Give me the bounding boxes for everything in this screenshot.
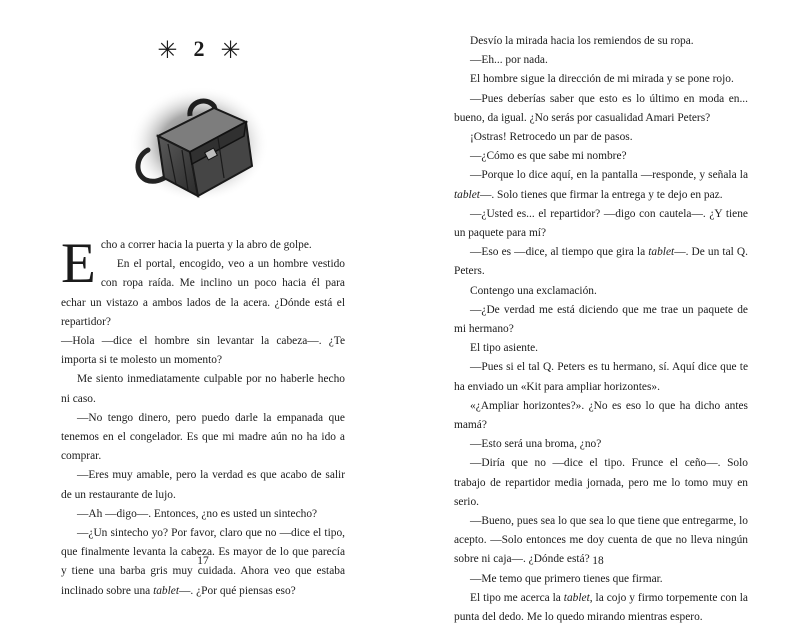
right-page bbox=[400, 0, 800, 624]
paragraph: —Hola —dice el hombre sin levantar la cabeza—. ¿Te importa si te molesto un momento? bbox=[61, 335, 345, 367]
asterisk-left-icon: ✳ bbox=[157, 38, 180, 64]
paragraph: ¡Ostras! Retrocedo un par de pasos. bbox=[470, 131, 633, 144]
paragraph: —Me temo que primero tienes que firmar. bbox=[470, 572, 663, 585]
right-page-text bbox=[454, 32, 748, 627]
paragraph: Echo a correr hacia la puerta y la abro de golpe. bbox=[61, 232, 312, 295]
paragraph: —Eso es —dice, al tiempo que gira la tablet—. De un tal Q. Peters. bbox=[454, 246, 748, 278]
paragraph: —Porque lo dice aquí, en la pantalla —responde, y señala la tablet—. Solo tienes que firmar la entrega y te dejo en paz. bbox=[454, 169, 748, 201]
paragraph: —¿De verdad me está diciendo que me trae un paquete de mi hermano? bbox=[454, 303, 748, 336]
left-page bbox=[0, 0, 400, 597]
paragraph: Me siento inmediatamente culpable por no haberle hecho ni caso. bbox=[61, 373, 345, 405]
chapter-number: 2 bbox=[193, 36, 207, 61]
briefcase-icon bbox=[128, 78, 270, 200]
paragraph: Desvío la mirada hacia los remiendos de su ropa. bbox=[470, 35, 694, 47]
paragraph: —Bueno, pues sea lo que sea lo que tiene que entregarme, lo acepto. —Solo entonces me doy cuenta de que no lleva ningún sobre ni caja—. ¿Dónde está? bbox=[454, 515, 748, 566]
paragraph: El tipo me acerca la tablet, la cojo y firmo torpemente con la punta del dedo. Me lo quedo mirando mientras espero. bbox=[454, 591, 748, 624]
paragraph: —Pues si el tal Q. Peters es tu hermano, sí. Aquí dice que te ha enviado un «Kit para ampliar horizontes». bbox=[454, 361, 748, 393]
paragraph: —Eh... por nada. bbox=[470, 54, 548, 67]
chapter-heading bbox=[140, 36, 260, 65]
paragraph: —Eres muy amable, pero la verdad es que acabo de salir de un restaurante de lujo. bbox=[61, 469, 345, 501]
paragraph: —No tengo dinero, pero puedo darle la empanada que tenemos en el congelador. Es que mi madre aún no ha ido a comprar. bbox=[61, 411, 345, 463]
page-number: 18 bbox=[592, 555, 604, 567]
paragraph: —Esto será una broma, ¿no? bbox=[470, 438, 602, 451]
paragraph: En el portal, encogido, veo a un hombre vestido con ropa raída. Me inclino un poco hacia él para echar un vistazo a ambos lados de la acera. ¿Dónde está el repartidor? bbox=[61, 258, 345, 328]
paragraph: El hombre sigue la dirección de mi mirada y se pone rojo. bbox=[470, 73, 734, 86]
paragraph: Contengo una exclamación. bbox=[470, 284, 597, 297]
paragraph: —Pues deberías saber que esto es lo último en moda en... bueno, da igual. ¿No serás por casualidad Amari Peters? bbox=[454, 92, 748, 124]
left-page-text bbox=[61, 232, 345, 601]
paragraph: —¿Cómo es que sabe mi nombre? bbox=[470, 150, 627, 163]
asterisk-right-icon: ✳ bbox=[220, 38, 243, 64]
paragraph: «¿Ampliar horizontes?». ¿No es eso lo que ha dicho antes mamá? bbox=[454, 399, 748, 432]
drop-cap: E bbox=[61, 232, 96, 295]
paragraph: El tipo asiente. bbox=[470, 342, 539, 355]
paragraph: —¿Usted es... el repartidor? —digo con cautela—. ¿Y tiene un paquete para mí? bbox=[454, 207, 748, 240]
paragraph: —Ah —digo—. Entonces, ¿no es usted un sintecho? bbox=[77, 507, 318, 520]
paragraph: —Diría que no —dice el tipo. Frunce el ceño—. Solo trabajo de repartidor media jornada, pero me lo tomo muy en serio. bbox=[454, 457, 748, 508]
page-number: 17 bbox=[197, 555, 209, 567]
paragraph: —¿Un sintecho yo? Por favor, claro que no —dice el tipo, que finalmente levanta la cabeza. Es mayor de lo que parecía y tiene una barba gris muy cuidada. Ahora veo que estaba inclinado sobre una tablet—. ¿Por qué piensas eso? bbox=[61, 527, 345, 597]
